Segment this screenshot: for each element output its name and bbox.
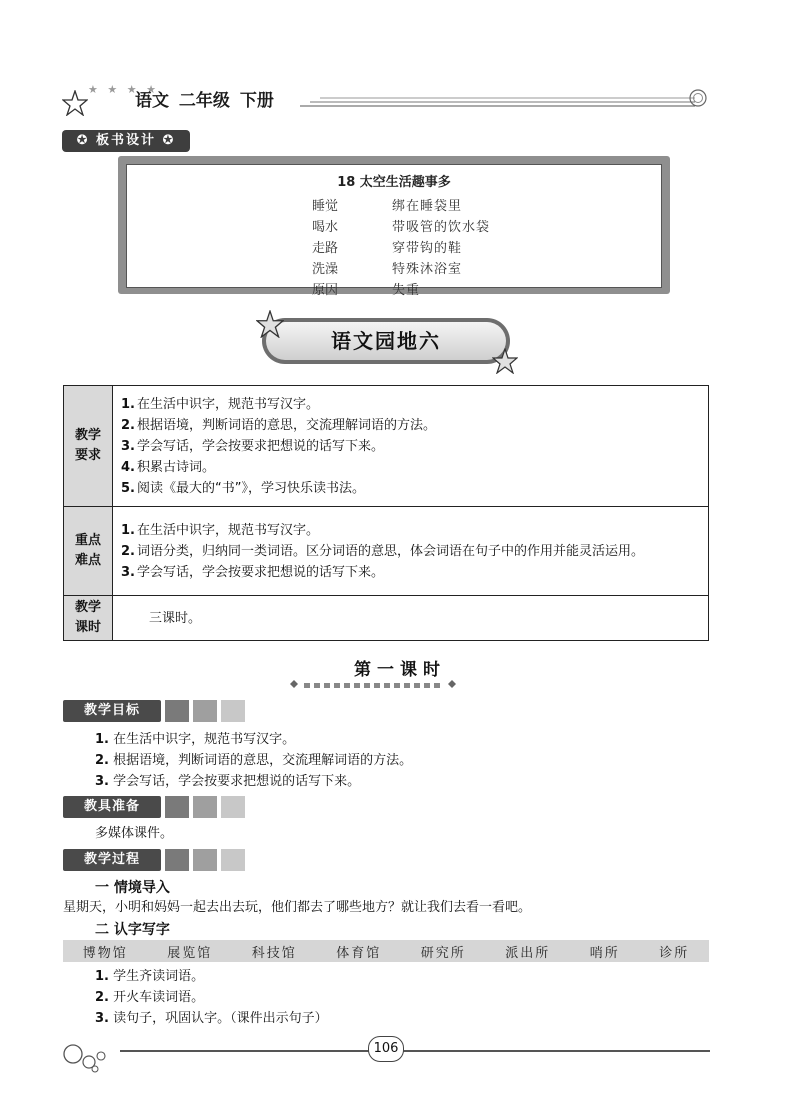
decorative-square [193, 796, 217, 818]
board-value: 穿带钩的鞋 [392, 241, 463, 256]
item-number: 3. [121, 438, 135, 454]
item-text: 学会写话，学会按要求把想说的话写下来。 [137, 438, 385, 454]
header-title: 语文 二年级 下册 [135, 91, 274, 111]
page-number: 106 [368, 1036, 404, 1062]
item-text: 学会写话，学会按要求把想说的话写下来。 [113, 774, 361, 789]
table-row-label [64, 386, 113, 507]
board-key: 睡觉 [312, 199, 339, 214]
process-part2-title: 二 认字写字 [95, 922, 170, 938]
list-item [95, 966, 328, 987]
list-item [121, 457, 700, 478]
vocabulary-bar [63, 940, 709, 962]
vocab-word: 科技馆 [251, 945, 297, 961]
star-icon [492, 348, 518, 374]
header-rule [300, 96, 695, 108]
section-label: 教学目标 [63, 700, 161, 722]
vocab-word: 体育馆 [336, 945, 382, 961]
decorative-square [165, 849, 189, 871]
section-header-process [63, 849, 245, 871]
item-number: 3. [95, 1011, 109, 1026]
item-number: 1. [95, 969, 109, 984]
decorative-square [193, 849, 217, 871]
label-line: 教学 [74, 600, 101, 615]
label-line: 要求 [74, 448, 101, 463]
item-text: 阅读《最大的“书”》，学习快乐读书法。 [137, 480, 365, 496]
board-title: 18 太空生活趣事多 [337, 175, 451, 190]
table-row-label [64, 507, 113, 596]
list-item [121, 478, 700, 499]
star-icon [62, 90, 88, 116]
footer-rule [120, 1050, 710, 1052]
table-row [64, 507, 709, 596]
item-number: 3. [121, 564, 135, 580]
decorative-square [193, 700, 217, 722]
item-text: 词语分类，归纳同一类词语。区分词语的意思，体会词语在句子中的作用并能灵活运用。 [137, 543, 645, 559]
decorative-square [165, 796, 189, 818]
item-text: 学会写话，学会按要求把想说的话写下来。 [137, 564, 385, 580]
list-item [95, 987, 328, 1008]
item-text: 根据语境，判断词语的意思，交流理解词语的方法。 [113, 753, 413, 768]
vocab-word: 研究所 [420, 945, 466, 961]
list-item [121, 520, 700, 541]
item-number: 2. [95, 990, 109, 1005]
board-key: 走路 [312, 241, 339, 256]
board-key: 原因 [312, 283, 339, 298]
item-number: 1. [95, 732, 109, 747]
list-item [95, 729, 412, 750]
teaching-objectives-table [63, 385, 709, 641]
table-row [64, 386, 709, 507]
item-text: 在生活中识字，规范书写汉字。 [113, 732, 296, 747]
item-number: 1. [121, 396, 135, 412]
item-number: 2. [95, 753, 109, 768]
list-item [121, 541, 700, 562]
table-row-label [64, 596, 113, 641]
table-row-content [113, 507, 709, 596]
board-design-label: ✪ 板书设计 ✪ [62, 130, 190, 152]
list-item [121, 562, 700, 583]
vocab-word: 哨所 [589, 945, 620, 961]
list-item [95, 771, 412, 792]
board-value: 失重 [392, 283, 421, 298]
label-line: 难点 [74, 553, 101, 568]
blackboard [118, 156, 670, 298]
vocab-word: 诊所 [659, 945, 690, 961]
item-number: 2. [121, 543, 135, 559]
item-number: 1. [121, 522, 135, 538]
board-value: 特殊沐浴室 [392, 262, 463, 277]
item-text: 在生活中识字，规范书写汉字。 [137, 522, 320, 538]
tools-text: 多媒体课件。 [95, 826, 174, 841]
list-item [121, 415, 700, 436]
header-circle-icon [688, 88, 708, 108]
section-banner-title: 语文园地六 [266, 322, 506, 360]
item-text: 积累古诗词。 [137, 459, 216, 475]
item-text: 学生齐读词语。 [113, 969, 205, 984]
process-part1-title: 一 情境导入 [95, 880, 170, 896]
table-row [64, 596, 709, 641]
decorative-square [165, 700, 189, 722]
label-line: 重点 [74, 533, 101, 548]
table-row-content: 三课时。 [113, 596, 709, 641]
decorative-square [221, 700, 245, 722]
board-key: 洗澡 [312, 262, 339, 277]
vocab-word: 博物馆 [82, 945, 128, 961]
item-number: 3. [95, 774, 109, 789]
item-number: 4. [121, 459, 135, 475]
item-text: 根据语境，判断词语的意思，交流理解词语的方法。 [137, 417, 437, 433]
list-item [121, 436, 700, 457]
blackboard-surface [126, 164, 662, 298]
vocab-word: 展览馆 [167, 945, 213, 961]
board-value: 带吸管的饮水袋 [392, 220, 491, 235]
section-header-tools [63, 796, 245, 818]
bubbles-decoration-icon [62, 1040, 132, 1074]
board-key: 喝水 [312, 220, 339, 235]
list-item [95, 750, 412, 771]
objectives-list [95, 729, 412, 792]
list-item [121, 394, 700, 415]
decorative-square [221, 849, 245, 871]
label-line: 课时 [74, 620, 101, 635]
section-label: 教具准备 [63, 796, 161, 818]
board-value: 绑在睡袋里 [392, 199, 463, 214]
table-row-content [113, 386, 709, 507]
header-dots-decoration: ★ ★ ★ ★ [88, 83, 159, 96]
item-text: 在生活中识字，规范书写汉字。 [137, 396, 320, 412]
decorative-square [221, 796, 245, 818]
lesson-title-decoration [290, 678, 460, 692]
section-header-objectives [63, 700, 245, 722]
item-number: 5. [121, 480, 135, 496]
section-label: 教学过程 [63, 849, 161, 871]
list-item [95, 1008, 328, 1029]
item-text: 读句子，巩固认字。（课件出示句子） [113, 1011, 328, 1026]
label-line: 教学 [74, 428, 101, 443]
item-number: 2. [121, 417, 135, 433]
lesson-title: 第一课时 [354, 660, 446, 680]
process-part1-text: 星期天，小明和妈妈一起去出去玩，他们都去了哪些地方？就让我们去看一看吧。 [63, 900, 532, 915]
star-icon [256, 310, 284, 338]
item-text: 开火车读词语。 [113, 990, 205, 1005]
section-banner [262, 318, 510, 364]
vocab-word: 派出所 [505, 945, 551, 961]
process-steps [95, 966, 328, 1029]
